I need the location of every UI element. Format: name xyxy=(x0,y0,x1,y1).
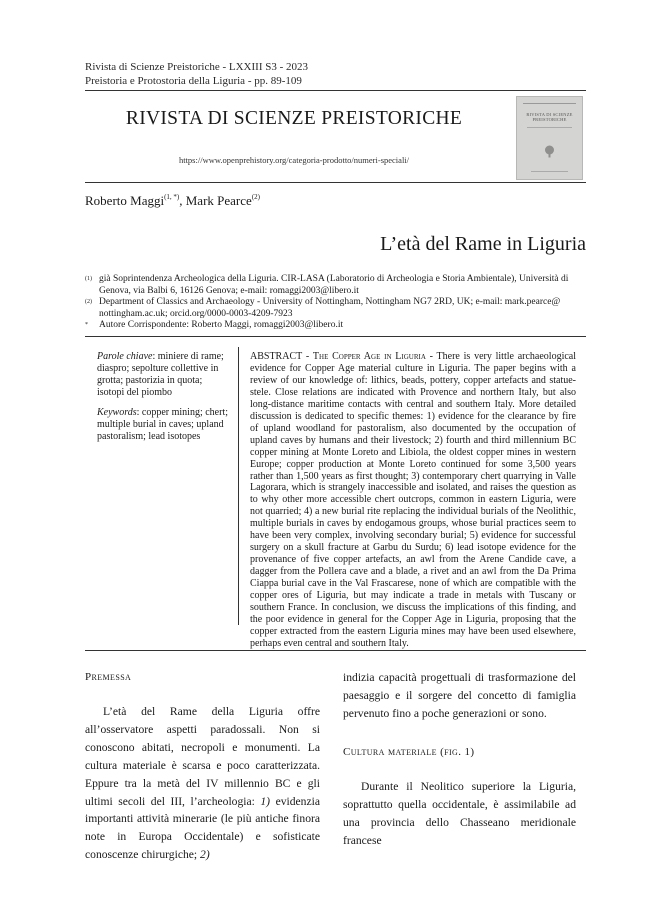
journal-issue-line: Rivista di Scienze Preistoriche - LXXIII S3 - 2023 xyxy=(85,61,309,73)
author-name: Mark Pearce xyxy=(185,193,252,208)
section-heading-premessa: Premessa xyxy=(85,671,132,683)
column-divider xyxy=(238,347,239,625)
affiliation-marker: (2) xyxy=(85,299,92,305)
header-rule-top xyxy=(85,90,586,91)
list-number: 2) xyxy=(200,848,210,862)
keywords-text: : copper mining; chert; multiple burial in caves; upland pastoralism; lead isotopes xyxy=(97,407,229,442)
journal-cover-thumbnail xyxy=(516,96,583,180)
body-left-column xyxy=(85,703,320,864)
abstract-heading: The Copper Age in Liguria xyxy=(312,351,426,362)
list-number: 1) xyxy=(260,794,271,808)
affiliation-text: Department of Classics and Archaeology - University of Nottingham, Nottingham NG7 2RD, UK; e-mail: mark.pearce@ nottingham.ac.uk; orcid.org/0000-0003-4209-7923 xyxy=(99,297,561,319)
paragraph xyxy=(85,703,320,864)
paragraph-text: evidenzia importanti attività minerarie (le più antiche finora note in Europa Occidentale) e sofisticate conoscenze chirurgiche; xyxy=(85,794,320,862)
cover-rule xyxy=(527,127,572,128)
affiliation-marker: (1) xyxy=(85,276,92,282)
keywords-column xyxy=(97,351,229,451)
affiliation xyxy=(85,273,590,297)
affiliation-text: già Soprintendenza Archeologica della Liguria. CIR-LASA (Laboratorio di Archeologia e Storia Ambientale), Università di Genova, via Balbi 6, 16126 Genova; e-mail: romaggi2003@libero.it xyxy=(99,274,569,296)
affiliation-marker: * xyxy=(85,322,88,328)
abstract xyxy=(250,351,576,650)
body-rule xyxy=(85,650,586,651)
section-heading-cultura-materiale: Cultura materiale (fig. 1) xyxy=(343,746,475,758)
author-name: Roberto Maggi xyxy=(85,193,165,208)
journal-volume-line: Preistoria e Protostoria della Liguria - pp. 89-109 xyxy=(85,75,302,87)
masthead-title: RIVISTA DI SCIENZE PREISTORICHE xyxy=(125,108,463,129)
header-rule-bottom xyxy=(85,182,586,183)
paragraph-text: L’età del Rame della Liguria offre all’osservatore aspetti paradossali. Non si conoscono abitati, necropoli e monumenti. La cultura materiale è scarsa e poco caratterizzata. Eppure tra la metà del IV millennio BC e gli ultimi secoli del III, l’archeologia: xyxy=(85,705,320,808)
keywords-label: Keywords xyxy=(97,407,137,418)
masthead-url[interactable]: https://www.openprehistory.org/categoria-prodotto/numeri-speciali/ xyxy=(178,155,410,165)
paragraph: indizia capacità progettuali di trasformazione del paesaggio e il sorgere del concetto di famiglia pervenuto fino a poche generazioni or sono. xyxy=(343,671,576,720)
abstract-text: - There is very little archaeological evidence for Copper Age material culture in Liguria. The paper begins with a review of our knowledge of: lithics, beads, pottery, copper artefacts and statue-stele. Close relations are indicated with Provence and northern Italy, but also long-distance maritime contacts with central and southern Italy. More detailed discussion is dedicated to specific themes: 1) evidence for the clearance by fire of upland woodland for pastoralism, also documented by the occupation of upland caves by humans and their livestock; 2) fourth and third millennium BC copper mining at Monte Loreto and Libiola, the oldest copper mines in western Europe; copper production at Monte Loreto continued for some 3,500 years rather than 1,500 years as first thought; 3) contemporary chert quarrying in Valle Lagorara, which is strangely inaccessible and isolated, and raises the question as to why other more accessible chert outcrops, common in eastern Liguria, were not quarried; 4) a new burial rite replacing the individual burials of the Neolithic, multiple burials in caves by endogamous groups, whose burial practices seem to have been very complex, involving secondary burial; 5) evidence for successful surgery on a skull fracture at Garbu du Surdu; 6) lead isotope evidence for the provenance of five copper artefacts, an awl from the Arene Candide cave, a dagger from the Pollera cave and a blade, a rivet and an awl from the Da Prima Ciappa burial cave in the Val Frascarese, none of which are compatible with the copper ores of Liguria, but may indicate a trade in metals with Tuscany or southern France. In conclusion, we discuss the implications of this finding, and the poor evidence in general for the Copper Age in Liguria, proposing that the copper extracted from the eastern Liguria mines may have been used elsewhere, perhaps even central and southern Italy. xyxy=(250,351,576,649)
keywords-text: : miniere di rame; diaspro; sepolture collettive in grotta; pastorizia in quota; isotopi del piombo xyxy=(97,351,224,398)
affiliation-text: Autore Corrispondente: Roberto Maggi, romaggi2003@libero.it xyxy=(99,320,344,330)
affiliation xyxy=(85,319,590,331)
abstract-label: ABSTRACT - xyxy=(250,351,313,362)
author-affiliation-marker: (1, *) xyxy=(164,193,180,201)
authors xyxy=(85,193,260,209)
author-separator: , xyxy=(179,193,186,208)
paragraph: Durante il Neolitico superiore la Liguria, soprattutto quella occidentale, è assimilabile ad una provincia dello Chasseano meridionale francese xyxy=(343,780,576,847)
keywords-english xyxy=(97,407,229,443)
cover-rule xyxy=(531,171,568,172)
affiliations-rule xyxy=(85,336,586,337)
keywords-label: Parole chiave xyxy=(97,351,153,362)
cover-rule xyxy=(523,103,576,104)
body-right-column-continued xyxy=(343,778,576,850)
paper-title: L’età del Rame in Liguria xyxy=(380,233,586,255)
affiliation xyxy=(85,296,590,320)
keywords-italian xyxy=(97,351,229,399)
author-affiliation-marker: (2) xyxy=(251,193,260,201)
body-right-column xyxy=(343,669,576,723)
cover-title: RIVISTA DI SCIENZE PREISTORICHE xyxy=(526,112,573,122)
cover-emblem-icon xyxy=(544,145,555,158)
